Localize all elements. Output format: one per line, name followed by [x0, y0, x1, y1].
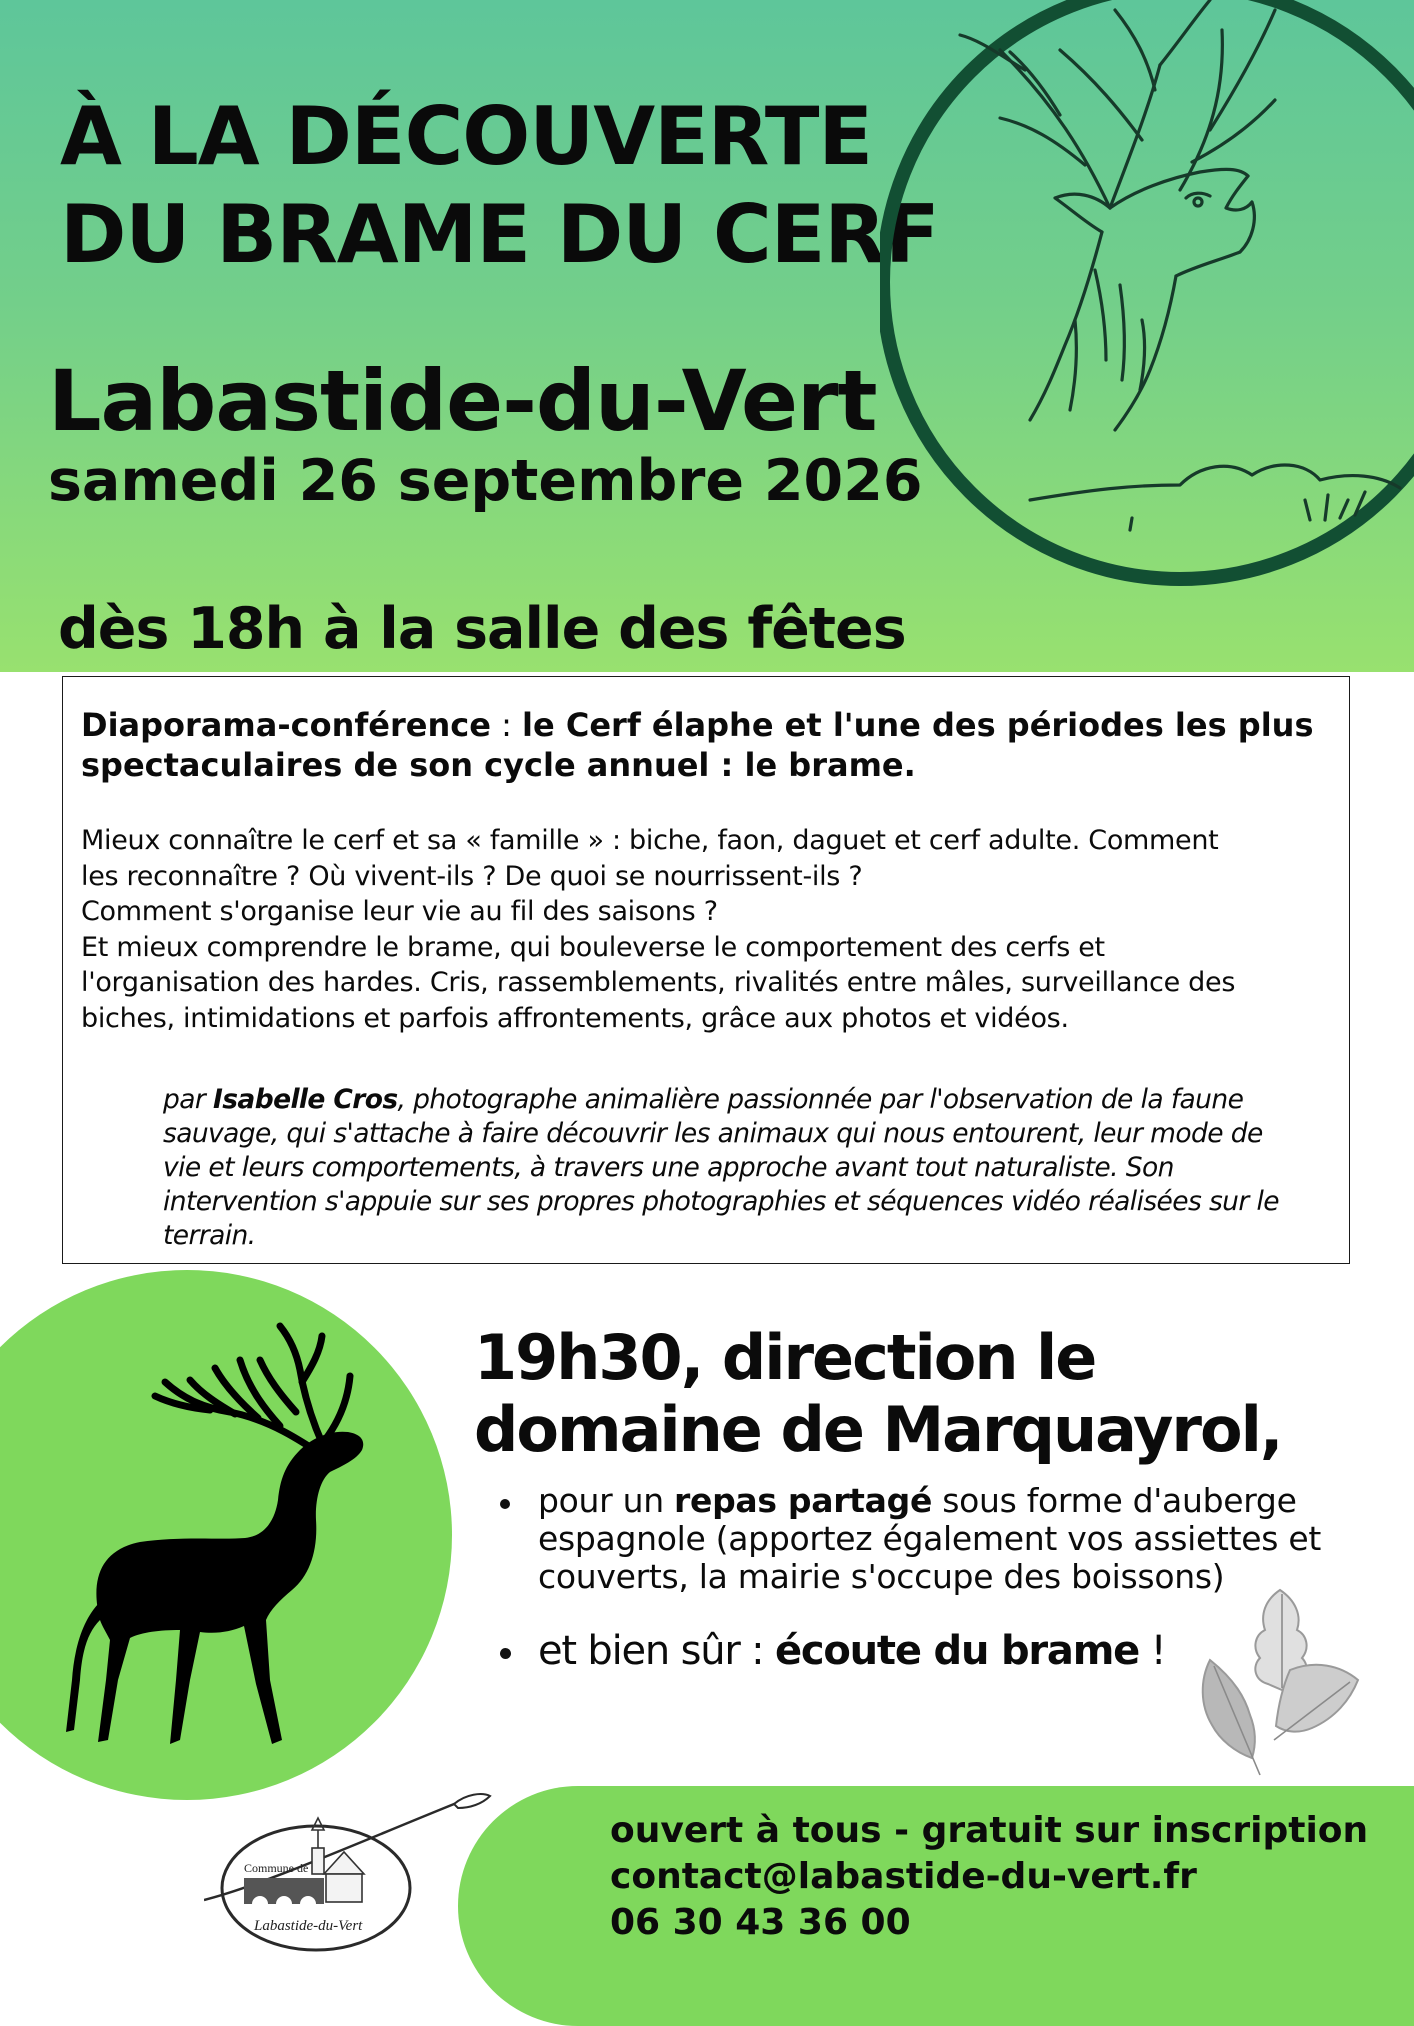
contact-email[interactable]: contact@labastide-du-vert.fr	[610, 1856, 1197, 1897]
event-title	[60, 88, 939, 284]
event-date: samedi 26 septembre 2026	[48, 448, 923, 514]
header-banner	[0, 0, 1414, 672]
body-line: les reconnaître ? Où vivent-ils ? De quoi se nourrissent-ils ?	[81, 860, 863, 892]
bullet2-prefix: et bien sûr :	[538, 1628, 775, 1674]
bullet1-line1	[538, 1482, 1360, 1520]
bullet1-prefix: pour un	[538, 1481, 675, 1520]
bullet2-suffix: !	[1139, 1628, 1166, 1674]
bullet1-line2: espagnole (apportez également vos assiettes et	[538, 1519, 1322, 1558]
bio-line: intervention s'appuie sur ses propres photographies et séquences vidéo réalisées sur le	[163, 1186, 1279, 1217]
conference-heading-text: le Cerf élaphe et l'une des périodes les plus spectaculaires de son cycle annuel : le brame.	[81, 706, 1314, 784]
event-time-place: dès 18h à la salle des fêtes	[58, 596, 906, 662]
bio-line: vie et leurs comportements, à travers une approche avant tout naturaliste. Son	[163, 1152, 1174, 1183]
bio-line: terrain.	[163, 1220, 256, 1251]
bio-line: sauvage, qui s'attache à faire découvrir les animaux qui nous entourent, leur mode de	[163, 1118, 1263, 1149]
contact-phone[interactable]: 06 30 43 36 00	[610, 1902, 911, 1943]
speaker-bio	[163, 1083, 1343, 1253]
logo-text-top: Commune de	[244, 1861, 309, 1875]
bio-line	[163, 1083, 1343, 1117]
bio-prefix: par	[163, 1084, 213, 1115]
conference-heading-label: Diaporama-conférence	[81, 706, 491, 744]
conference-description-box	[62, 676, 1350, 1264]
body-line: Mieux connaître le cerf et sa « famille » : biche, faon, daguet et cerf adulte. Comment	[81, 825, 1219, 856]
bullet1-rest: sous forme d'auberge	[932, 1481, 1297, 1520]
roaring-stag-ring-icon	[880, 0, 1414, 620]
evening-heading	[474, 1322, 1281, 1466]
conference-heading-separator: :	[490, 706, 523, 744]
body-line: l'organisation des hardes. Cris, rassemblements, rivalités entre mâles, surveillance des	[81, 967, 1236, 998]
stag-silhouette-icon	[30, 1320, 390, 1760]
contact-info	[610, 1808, 1368, 1946]
conference-heading	[81, 705, 1321, 785]
bullet2-bold: écoute du brame	[774, 1628, 1140, 1674]
access-info: ouvert à tous - gratuit sur inscription	[610, 1810, 1369, 1851]
list-item	[500, 1482, 1360, 1596]
commune-logo	[204, 1790, 494, 1960]
event-place: Labastide-du-Vert	[48, 352, 877, 450]
body-line: biches, intimidations et parfois affrontements, grâce aux photos et vidéos.	[81, 1002, 1069, 1034]
event-title-line2: DU BRAME DU CERF	[60, 188, 939, 281]
oak-leaves-icon	[1190, 1580, 1370, 1780]
conference-body	[81, 823, 1341, 1036]
speaker-name: Isabelle Cros	[212, 1084, 398, 1115]
body-line: Comment s'organise leur vie au fil des saisons ?	[81, 896, 718, 927]
event-title-line1: À LA DÉCOUVERTE	[60, 90, 873, 183]
bullet1-line3: couverts, la mairie s'occupe des boissons)	[538, 1557, 1225, 1596]
body-line: Et mieux comprendre le brame, qui bouleverse le comportement des cerfs et	[81, 931, 1105, 963]
bio-line1-rest: , photographe animalière passionnée par l'observation de la faune	[397, 1084, 1244, 1115]
bullet1-bold: repas partagé	[674, 1481, 933, 1520]
evening-heading-line1: 19h30, direction le	[474, 1321, 1096, 1394]
logo-text-bottom: Labastide-du-Vert	[254, 1918, 363, 1934]
evening-heading-line2: domaine de Marquayrol,	[474, 1393, 1282, 1466]
